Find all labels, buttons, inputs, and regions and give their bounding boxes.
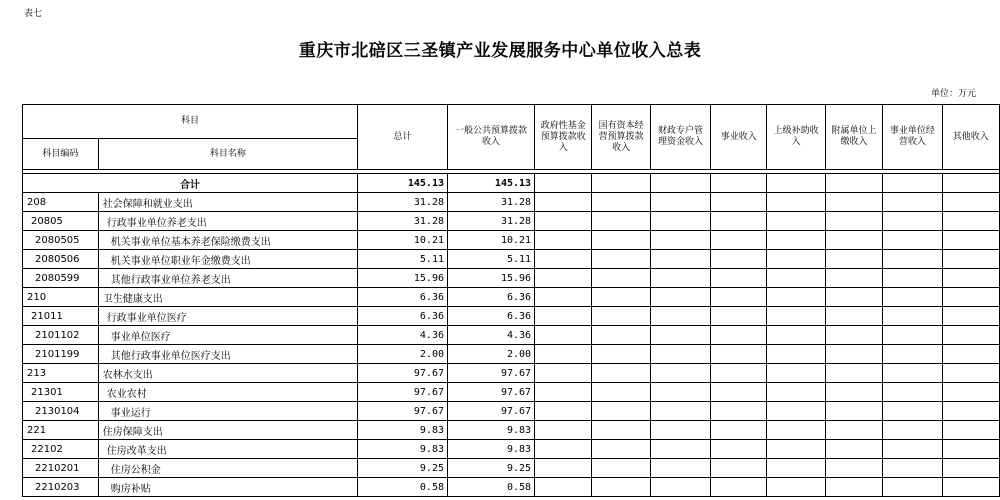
header-name: 科目名称 xyxy=(98,139,357,170)
table-number-label: 表七 xyxy=(24,9,43,19)
empty-cell xyxy=(942,421,999,440)
empty-cell xyxy=(535,421,592,440)
header-business: 事业收入 xyxy=(711,105,767,170)
header-other: 其他收入 xyxy=(942,105,999,170)
row-general: 31.28 xyxy=(448,212,535,231)
row-total: 9.83 xyxy=(357,421,447,440)
table-row xyxy=(23,402,1000,421)
row-code: 2130104 xyxy=(23,402,99,421)
empty-cell xyxy=(883,250,942,269)
row-total: 0.58 xyxy=(357,478,447,497)
row-name: 社会保障和就业支出 xyxy=(98,193,357,212)
row-general: 9.83 xyxy=(448,440,535,459)
empty-cell xyxy=(767,212,825,231)
empty-cell xyxy=(767,193,825,212)
empty-cell xyxy=(592,174,650,193)
empty-cell xyxy=(767,421,825,440)
empty-cell xyxy=(825,250,882,269)
row-total: 4.36 xyxy=(357,326,447,345)
table-row xyxy=(23,307,1000,326)
empty-cell xyxy=(825,478,882,497)
empty-cell xyxy=(883,478,942,497)
header-state-capital: 国有资本经营预算拨款收入 xyxy=(592,105,650,170)
empty-cell xyxy=(825,212,882,231)
table-row xyxy=(23,421,1000,440)
empty-cell xyxy=(883,269,942,288)
row-general: 9.25 xyxy=(448,459,535,478)
empty-cell xyxy=(650,383,710,402)
empty-cell xyxy=(535,231,592,250)
table-row xyxy=(23,383,1000,402)
empty-cell xyxy=(711,326,767,345)
empty-cell xyxy=(883,193,942,212)
table-row xyxy=(23,326,1000,345)
empty-cell xyxy=(767,478,825,497)
empty-cell xyxy=(535,174,592,193)
empty-cell xyxy=(825,459,882,478)
empty-cell xyxy=(942,345,999,364)
empty-cell xyxy=(650,193,710,212)
table-row xyxy=(23,345,1000,364)
empty-cell xyxy=(767,383,825,402)
empty-cell xyxy=(883,402,942,421)
empty-cell xyxy=(767,307,825,326)
empty-cell xyxy=(942,364,999,383)
empty-cell xyxy=(767,288,825,307)
empty-cell xyxy=(535,307,592,326)
row-code: 2080506 xyxy=(23,250,99,269)
row-name: 卫生健康支出 xyxy=(98,288,357,307)
empty-cell xyxy=(650,440,710,459)
row-total: 5.11 xyxy=(357,250,447,269)
empty-cell xyxy=(592,459,650,478)
empty-cell xyxy=(535,402,592,421)
empty-cell xyxy=(942,307,999,326)
table-row xyxy=(23,250,1000,269)
row-general: 15.96 xyxy=(448,269,535,288)
empty-cell xyxy=(592,307,650,326)
empty-cell xyxy=(883,421,942,440)
empty-cell xyxy=(535,250,592,269)
empty-cell xyxy=(592,440,650,459)
empty-cell xyxy=(650,364,710,383)
empty-cell xyxy=(711,364,767,383)
table-row xyxy=(23,478,1000,497)
empty-cell xyxy=(825,174,882,193)
empty-cell xyxy=(711,478,767,497)
table-row xyxy=(23,231,1000,250)
row-name: 住房公积金 xyxy=(98,459,357,478)
empty-cell xyxy=(535,193,592,212)
empty-cell xyxy=(883,440,942,459)
empty-cell xyxy=(825,345,882,364)
empty-cell xyxy=(535,288,592,307)
row-code: 2210203 xyxy=(23,478,99,497)
empty-cell xyxy=(592,402,650,421)
empty-cell xyxy=(767,269,825,288)
empty-cell xyxy=(825,440,882,459)
empty-cell xyxy=(767,364,825,383)
table-row xyxy=(23,288,1000,307)
row-code: 2101199 xyxy=(23,345,99,364)
empty-cell xyxy=(711,288,767,307)
row-general: 4.36 xyxy=(448,326,535,345)
empty-cell xyxy=(711,307,767,326)
unit-label: 单位：万元 xyxy=(930,89,976,99)
empty-cell xyxy=(711,174,767,193)
row-name: 购房补贴 xyxy=(98,478,357,497)
row-name: 行政事业单位养老支出 xyxy=(98,212,357,231)
row-total: 10.21 xyxy=(357,231,447,250)
empty-cell xyxy=(592,421,650,440)
empty-cell xyxy=(650,345,710,364)
empty-cell xyxy=(711,250,767,269)
empty-cell xyxy=(592,212,650,231)
header-operating: 事业单位经营收入 xyxy=(883,105,942,170)
table-row xyxy=(23,459,1000,478)
empty-cell xyxy=(650,421,710,440)
row-code: 208 xyxy=(23,193,99,212)
empty-cell xyxy=(942,459,999,478)
empty-cell xyxy=(883,307,942,326)
total-general: 145.13 xyxy=(448,174,535,193)
empty-cell xyxy=(825,231,882,250)
empty-cell xyxy=(883,288,942,307)
empty-cell xyxy=(650,478,710,497)
empty-cell xyxy=(650,459,710,478)
empty-cell xyxy=(650,231,710,250)
empty-cell xyxy=(535,383,592,402)
empty-cell xyxy=(592,250,650,269)
empty-cell xyxy=(942,402,999,421)
empty-cell xyxy=(592,326,650,345)
empty-cell xyxy=(711,269,767,288)
empty-cell xyxy=(650,288,710,307)
row-code: 20805 xyxy=(23,212,99,231)
empty-cell xyxy=(825,288,882,307)
empty-cell xyxy=(650,402,710,421)
row-total: 9.25 xyxy=(357,459,447,478)
empty-cell xyxy=(767,440,825,459)
empty-cell xyxy=(592,231,650,250)
empty-cell xyxy=(711,345,767,364)
empty-cell xyxy=(592,383,650,402)
row-name: 农林水支出 xyxy=(98,364,357,383)
empty-cell xyxy=(825,364,882,383)
empty-cell xyxy=(942,478,999,497)
page-title: 重庆市北碚区三圣镇产业发展服务中心单位收入总表 xyxy=(298,41,702,61)
empty-cell xyxy=(535,212,592,231)
row-name: 其他行政事业单位医疗支出 xyxy=(98,345,357,364)
row-general: 0.58 xyxy=(448,478,535,497)
row-code: 210 xyxy=(23,288,99,307)
empty-cell xyxy=(825,326,882,345)
row-total: 97.67 xyxy=(357,402,447,421)
empty-cell xyxy=(711,459,767,478)
row-name: 其他行政事业单位养老支出 xyxy=(98,269,357,288)
empty-cell xyxy=(942,250,999,269)
empty-cell xyxy=(825,307,882,326)
empty-cell xyxy=(767,326,825,345)
empty-cell xyxy=(650,174,710,193)
empty-cell xyxy=(711,231,767,250)
empty-cell xyxy=(711,440,767,459)
row-code: 2210201 xyxy=(23,459,99,478)
empty-cell xyxy=(592,478,650,497)
empty-cell xyxy=(883,459,942,478)
row-general: 9.83 xyxy=(448,421,535,440)
empty-cell xyxy=(650,307,710,326)
row-code: 21301 xyxy=(23,383,99,402)
empty-cell xyxy=(592,193,650,212)
row-total: 31.28 xyxy=(357,193,447,212)
row-total: 97.67 xyxy=(357,364,447,383)
row-name: 农业农村 xyxy=(98,383,357,402)
empty-cell xyxy=(711,402,767,421)
header-gov-fund: 政府性基金预算拨款收入 xyxy=(535,105,592,170)
row-code: 213 xyxy=(23,364,99,383)
empty-cell xyxy=(942,193,999,212)
header-total: 总计 xyxy=(357,105,447,170)
total-label: 合计 xyxy=(23,174,358,193)
row-name: 行政事业单位医疗 xyxy=(98,307,357,326)
empty-cell xyxy=(592,288,650,307)
empty-cell xyxy=(650,212,710,231)
empty-cell xyxy=(535,440,592,459)
row-name: 住房保障支出 xyxy=(98,421,357,440)
empty-cell xyxy=(767,459,825,478)
empty-cell xyxy=(767,250,825,269)
empty-cell xyxy=(535,269,592,288)
empty-cell xyxy=(883,383,942,402)
row-general: 97.67 xyxy=(448,364,535,383)
income-summary-table xyxy=(22,104,1000,497)
empty-cell xyxy=(942,288,999,307)
empty-cell xyxy=(942,440,999,459)
empty-cell xyxy=(767,174,825,193)
empty-cell xyxy=(942,326,999,345)
empty-cell xyxy=(767,402,825,421)
table-row xyxy=(23,440,1000,459)
empty-cell xyxy=(942,174,999,193)
empty-cell xyxy=(942,383,999,402)
row-general: 2.00 xyxy=(448,345,535,364)
row-name: 事业单位医疗 xyxy=(98,326,357,345)
row-name: 机关事业单位职业年金缴费支出 xyxy=(98,250,357,269)
row-name: 事业运行 xyxy=(98,402,357,421)
total-row xyxy=(23,174,1000,193)
empty-cell xyxy=(825,383,882,402)
row-general: 5.11 xyxy=(448,250,535,269)
row-total: 6.36 xyxy=(357,307,447,326)
row-code: 22102 xyxy=(23,440,99,459)
empty-cell xyxy=(942,269,999,288)
empty-cell xyxy=(711,193,767,212)
row-code: 221 xyxy=(23,421,99,440)
empty-cell xyxy=(883,364,942,383)
row-total: 9.83 xyxy=(357,440,447,459)
table-row xyxy=(23,193,1000,212)
row-code: 2080599 xyxy=(23,269,99,288)
empty-cell xyxy=(711,421,767,440)
empty-cell xyxy=(592,345,650,364)
row-total: 97.67 xyxy=(357,383,447,402)
table-row xyxy=(23,269,1000,288)
row-total: 31.28 xyxy=(357,212,447,231)
table-row xyxy=(23,212,1000,231)
empty-cell xyxy=(883,174,942,193)
row-general: 97.67 xyxy=(448,402,535,421)
row-total: 2.00 xyxy=(357,345,447,364)
empty-cell xyxy=(883,326,942,345)
row-general: 97.67 xyxy=(448,383,535,402)
row-name: 机关事业单位基本养老保险缴费支出 xyxy=(98,231,357,250)
table-row xyxy=(23,364,1000,383)
row-general: 6.36 xyxy=(448,307,535,326)
row-general: 10.21 xyxy=(448,231,535,250)
empty-cell xyxy=(711,383,767,402)
empty-cell xyxy=(592,269,650,288)
empty-cell xyxy=(883,231,942,250)
header-general-budget: 一般公共预算拨款收入 xyxy=(448,105,535,170)
empty-cell xyxy=(883,345,942,364)
empty-cell xyxy=(767,231,825,250)
row-code: 2101102 xyxy=(23,326,99,345)
total-total: 145.13 xyxy=(357,174,447,193)
empty-cell xyxy=(825,402,882,421)
empty-cell xyxy=(650,326,710,345)
empty-cell xyxy=(825,193,882,212)
empty-cell xyxy=(825,269,882,288)
empty-cell xyxy=(711,212,767,231)
empty-cell xyxy=(883,212,942,231)
empty-cell xyxy=(942,212,999,231)
header-affiliated: 附属单位上缴收入 xyxy=(825,105,882,170)
header-special-account: 财政专户管理资金收入 xyxy=(650,105,710,170)
row-general: 6.36 xyxy=(448,288,535,307)
row-total: 15.96 xyxy=(357,269,447,288)
row-code: 21011 xyxy=(23,307,99,326)
empty-cell xyxy=(535,345,592,364)
empty-cell xyxy=(535,326,592,345)
empty-cell xyxy=(535,364,592,383)
empty-cell xyxy=(767,345,825,364)
empty-cell xyxy=(535,459,592,478)
row-name: 住房改革支出 xyxy=(98,440,357,459)
empty-cell xyxy=(592,364,650,383)
header-superior-subsidy: 上级补助收入 xyxy=(767,105,825,170)
header-code: 科目编码 xyxy=(23,139,99,170)
row-total: 6.36 xyxy=(357,288,447,307)
empty-cell xyxy=(825,421,882,440)
empty-cell xyxy=(535,478,592,497)
row-code: 2080505 xyxy=(23,231,99,250)
empty-cell xyxy=(650,269,710,288)
header-subject: 科目 xyxy=(23,105,358,139)
row-general: 31.28 xyxy=(448,193,535,212)
empty-cell xyxy=(942,231,999,250)
empty-cell xyxy=(650,250,710,269)
